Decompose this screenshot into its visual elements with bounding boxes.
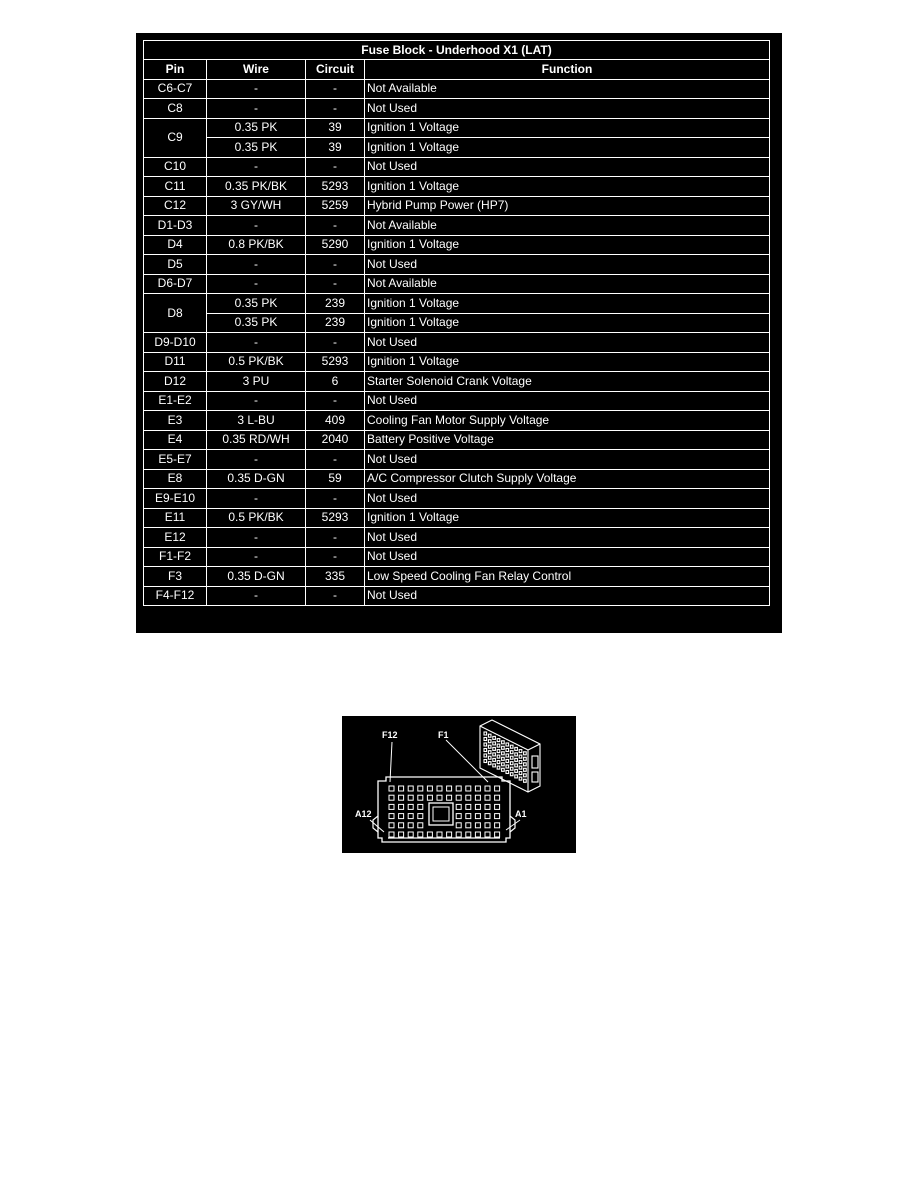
function-cell: A/C Compressor Clutch Supply Voltage <box>365 469 770 489</box>
wire-cell: 3 L-BU <box>207 411 306 431</box>
table-row <box>144 547 770 567</box>
pin-cell: E8 <box>144 469 207 489</box>
pin-cell: E9-E10 <box>144 489 207 509</box>
function-cell: Ignition 1 Voltage <box>365 118 770 138</box>
wire-cell: 0.35 PK <box>207 313 306 333</box>
function-cell: Not Used <box>365 333 770 353</box>
wire-cell: - <box>207 157 306 177</box>
circuit-cell: 239 <box>306 294 365 314</box>
function-cell: Not Used <box>365 391 770 411</box>
function-cell: Not Used <box>365 489 770 509</box>
pin-cell: E5-E7 <box>144 450 207 470</box>
pin-cell: D5 <box>144 255 207 275</box>
wire-cell: 3 GY/WH <box>207 196 306 216</box>
pin-cell: F3 <box>144 567 207 587</box>
table-row <box>144 372 770 392</box>
header-function: Function <box>365 60 770 80</box>
function-cell: Not Used <box>365 157 770 177</box>
table-row <box>144 567 770 587</box>
circuit-cell: - <box>306 586 365 606</box>
function-cell: Ignition 1 Voltage <box>365 352 770 372</box>
header-circuit: Circuit <box>306 60 365 80</box>
circuit-cell: - <box>306 255 365 275</box>
circuit-cell: 39 <box>306 138 365 158</box>
header-wire: Wire <box>207 60 306 80</box>
table-row <box>144 450 770 470</box>
wire-cell: 0.5 PK/BK <box>207 508 306 528</box>
table-body <box>144 79 770 606</box>
table-row <box>144 489 770 509</box>
wire-cell: - <box>207 274 306 294</box>
pin-cell: C10 <box>144 157 207 177</box>
function-cell: Low Speed Cooling Fan Relay Control <box>365 567 770 587</box>
pin-cell: D11 <box>144 352 207 372</box>
pin-cell: C9 <box>144 118 207 157</box>
label-f1: F1 <box>438 730 449 740</box>
circuit-cell: - <box>306 99 365 119</box>
pin-cell: F1-F2 <box>144 547 207 567</box>
circuit-cell: - <box>306 274 365 294</box>
table-row <box>144 99 770 119</box>
pin-cell: D6-D7 <box>144 274 207 294</box>
pin-cell: E3 <box>144 411 207 431</box>
circuit-cell: 59 <box>306 469 365 489</box>
wire-cell: - <box>207 528 306 548</box>
table-row <box>144 508 770 528</box>
pin-cell: F4-F12 <box>144 586 207 606</box>
wire-cell: - <box>207 99 306 119</box>
function-cell: Starter Solenoid Crank Voltage <box>365 372 770 392</box>
circuit-cell: - <box>306 333 365 353</box>
pin-cell: D9-D10 <box>144 333 207 353</box>
wire-cell: 3 PU <box>207 372 306 392</box>
circuit-cell: 239 <box>306 313 365 333</box>
table-row <box>144 333 770 353</box>
circuit-cell: 5293 <box>306 177 365 197</box>
function-cell: Not Available <box>365 274 770 294</box>
table-row <box>144 430 770 450</box>
table-row <box>144 235 770 255</box>
function-cell: Battery Positive Voltage <box>365 430 770 450</box>
wire-cell: - <box>207 547 306 567</box>
header-pin: Pin <box>144 60 207 80</box>
function-cell: Ignition 1 Voltage <box>365 508 770 528</box>
table-row <box>144 391 770 411</box>
pin-cell: D4 <box>144 235 207 255</box>
function-cell: Not Used <box>365 450 770 470</box>
circuit-cell: - <box>306 547 365 567</box>
function-cell: Not Available <box>365 216 770 236</box>
function-cell: Ignition 1 Voltage <box>365 294 770 314</box>
circuit-cell: 6 <box>306 372 365 392</box>
wire-cell: - <box>207 489 306 509</box>
pin-cell: C6-C7 <box>144 79 207 99</box>
pin-cell: C12 <box>144 196 207 216</box>
wire-cell: - <box>207 450 306 470</box>
wire-cell: 0.35 PK <box>207 118 306 138</box>
connector-face-diagram <box>342 716 576 853</box>
table-row <box>144 313 770 333</box>
function-cell: Ignition 1 Voltage <box>365 313 770 333</box>
pin-cell: E1-E2 <box>144 391 207 411</box>
circuit-cell: 5293 <box>306 508 365 528</box>
pin-cell: D8 <box>144 294 207 333</box>
circuit-cell: 409 <box>306 411 365 431</box>
table-row <box>144 352 770 372</box>
function-cell: Not Used <box>365 99 770 119</box>
wire-cell: 0.35 RD/WH <box>207 430 306 450</box>
table-row <box>144 528 770 548</box>
wire-cell: 0.8 PK/BK <box>207 235 306 255</box>
wire-cell: - <box>207 391 306 411</box>
wire-cell: 0.5 PK/BK <box>207 352 306 372</box>
table-row <box>144 177 770 197</box>
circuit-cell: 2040 <box>306 430 365 450</box>
label-a1: A1 <box>515 809 527 819</box>
table-row <box>144 216 770 236</box>
wire-cell: 0.35 PK <box>207 138 306 158</box>
circuit-cell: - <box>306 391 365 411</box>
function-cell: Not Used <box>365 528 770 548</box>
circuit-cell: - <box>306 489 365 509</box>
pin-cell: C11 <box>144 177 207 197</box>
table-row <box>144 255 770 275</box>
table-row <box>144 469 770 489</box>
circuit-cell: 5259 <box>306 196 365 216</box>
circuit-cell: - <box>306 216 365 236</box>
connector-pin-table <box>143 40 770 606</box>
circuit-cell: 39 <box>306 118 365 138</box>
function-cell: Not Available <box>365 79 770 99</box>
circuit-cell: - <box>306 157 365 177</box>
pin-cell: E4 <box>144 430 207 450</box>
circuit-cell: 5293 <box>306 352 365 372</box>
label-a12: A12 <box>355 809 372 819</box>
table-row <box>144 411 770 431</box>
label-f12: F12 <box>382 730 398 740</box>
wire-cell: - <box>207 79 306 99</box>
function-cell: Ignition 1 Voltage <box>365 177 770 197</box>
function-cell: Hybrid Pump Power (HP7) <box>365 196 770 216</box>
table-row <box>144 138 770 158</box>
table-row <box>144 196 770 216</box>
function-cell: Not Used <box>365 547 770 567</box>
pin-cell: E12 <box>144 528 207 548</box>
function-cell: Not Used <box>365 586 770 606</box>
function-cell: Cooling Fan Motor Supply Voltage <box>365 411 770 431</box>
pin-table-frame <box>136 33 782 633</box>
wire-cell: - <box>207 216 306 236</box>
table-row <box>144 294 770 314</box>
circuit-cell: 335 <box>306 567 365 587</box>
pin-cell: D1-D3 <box>144 216 207 236</box>
table-row <box>144 118 770 138</box>
wire-cell: - <box>207 255 306 275</box>
table-header-row <box>144 60 770 80</box>
wire-cell: - <box>207 586 306 606</box>
circuit-cell: - <box>306 528 365 548</box>
table-title: Fuse Block - Underhood X1 (LAT) <box>144 41 770 60</box>
table-row <box>144 586 770 606</box>
wire-cell: - <box>207 333 306 353</box>
table-row <box>144 274 770 294</box>
circuit-cell: 5290 <box>306 235 365 255</box>
wire-cell: 0.35 PK <box>207 294 306 314</box>
wire-cell: 0.35 D-GN <box>207 567 306 587</box>
wire-cell: 0.35 PK/BK <box>207 177 306 197</box>
pin-cell: D12 <box>144 372 207 392</box>
function-cell: Not Used <box>365 255 770 275</box>
table-row <box>144 79 770 99</box>
circuit-cell: - <box>306 79 365 99</box>
function-cell: Ignition 1 Voltage <box>365 235 770 255</box>
pin-cell: C8 <box>144 99 207 119</box>
function-cell: Ignition 1 Voltage <box>365 138 770 158</box>
wire-cell: 0.35 D-GN <box>207 469 306 489</box>
table-row <box>144 157 770 177</box>
pin-cell: E11 <box>144 508 207 528</box>
circuit-cell: - <box>306 450 365 470</box>
